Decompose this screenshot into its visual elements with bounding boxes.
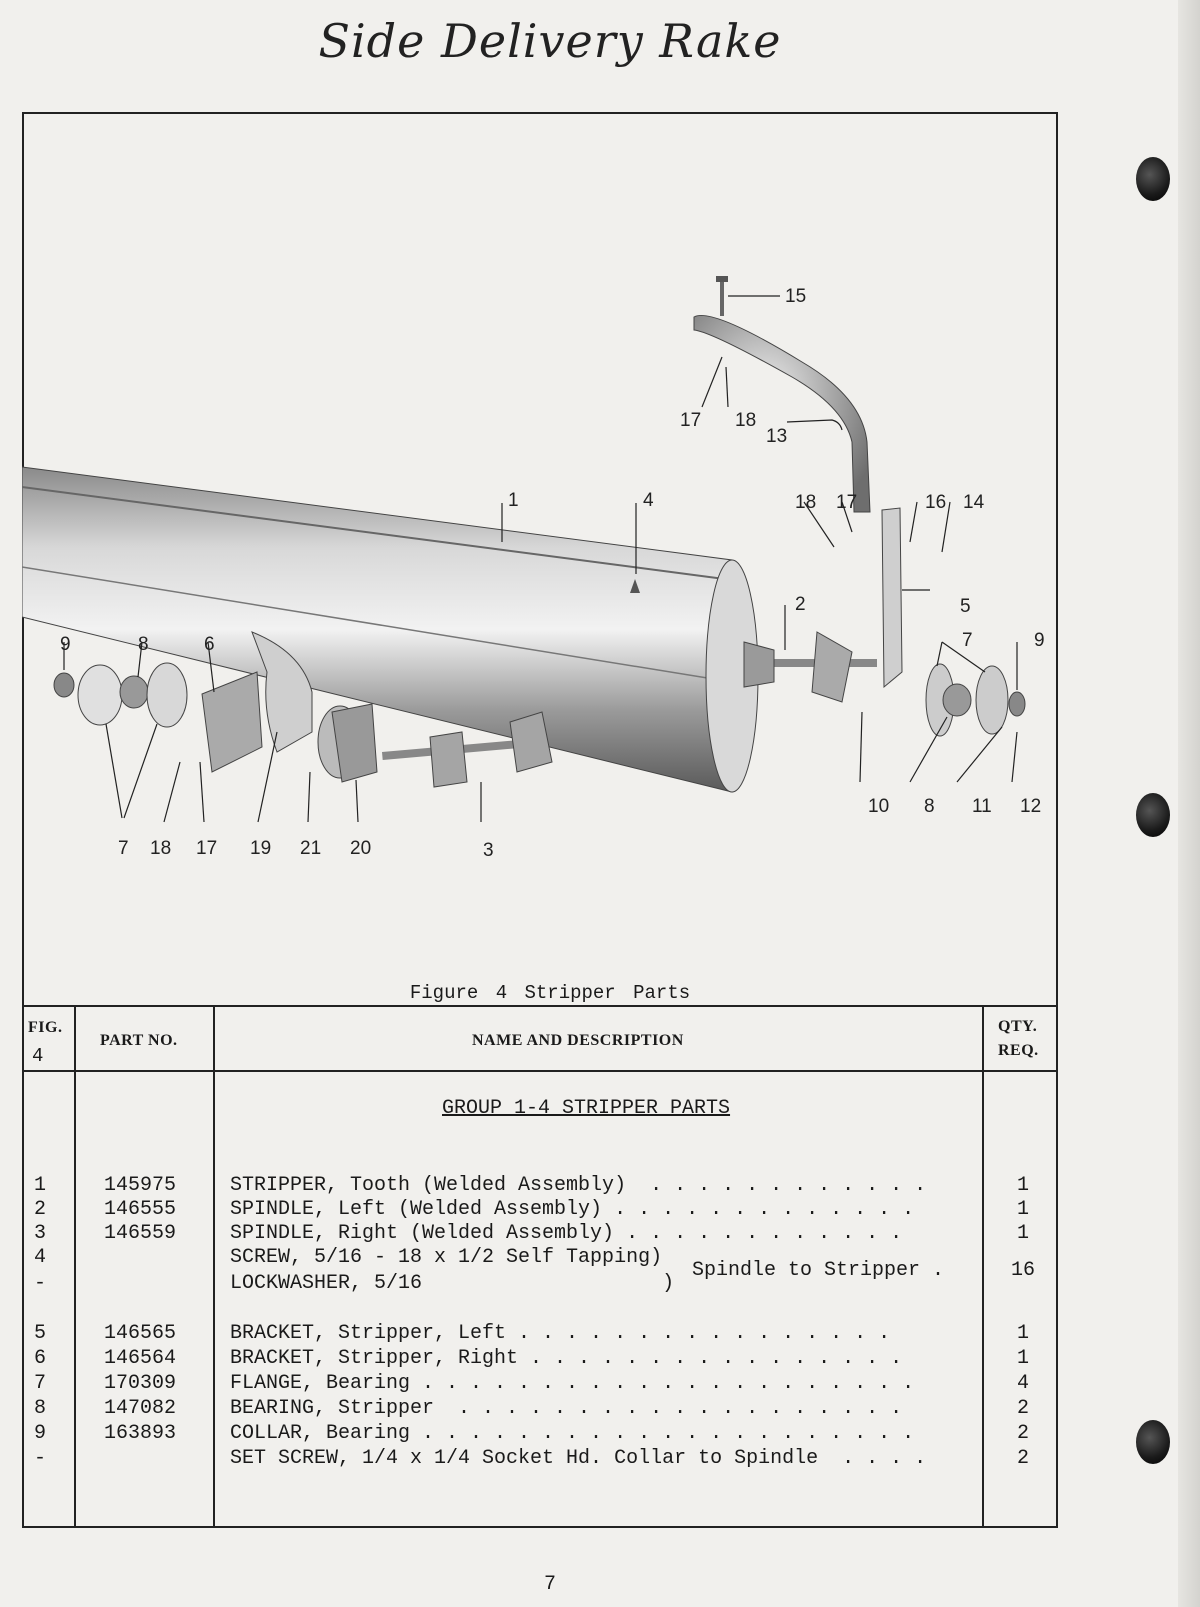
callout-12: 12	[1020, 796, 1042, 817]
row-2-qty: 1	[1016, 1198, 1029, 1221]
header-req: REQ.	[998, 1042, 1039, 1059]
col-divider-3	[982, 1005, 984, 1527]
callout-7b: 7	[118, 838, 129, 859]
row-5-desc: BRACKET, Stripper, Left . . . . . . . . . . . . . . . .	[230, 1322, 891, 1345]
callout-17c: 17	[196, 838, 218, 859]
row-7-fig: 7	[34, 1372, 47, 1395]
shared-qty: 16	[1010, 1259, 1035, 1282]
callout-11: 11	[972, 796, 992, 817]
page-number: 7	[543, 1573, 556, 1596]
callout-19: 19	[250, 838, 272, 859]
callout-18: 18	[735, 410, 757, 431]
row-5-fig: 5	[34, 1322, 47, 1345]
row-2-fig: 2	[34, 1198, 47, 1221]
shared-desc: Spindle to Stripper .	[692, 1259, 945, 1282]
callout-15: 15	[785, 286, 807, 307]
row-3-fig: 3	[34, 1222, 47, 1245]
row-7-desc: FLANGE, Bearing . . . . . . . . . . . . . . . . . . . . .	[230, 1372, 915, 1395]
callout-21: 21	[300, 838, 322, 859]
row-3-part: 146559	[104, 1222, 177, 1245]
stripper-parts-illustration	[22, 112, 1058, 992]
row-4b-fig: -	[34, 1272, 47, 1295]
row-9-qty: 2	[1016, 1422, 1029, 1445]
binder-hole-middle	[1136, 793, 1170, 837]
figure-caption: Figure 4 Stripper Parts	[409, 982, 691, 1004]
callout-3: 3	[483, 840, 494, 861]
callout-5: 5	[960, 596, 971, 617]
header-name-description: NAME AND DESCRIPTION	[472, 1032, 684, 1049]
row-7-qty: 4	[1016, 1372, 1029, 1395]
col-divider-1	[74, 1005, 76, 1527]
binder-hole-top	[1136, 157, 1170, 201]
row-9-desc: COLLAR, Bearing . . . . . . . . . . . . . . . . . . . . .	[230, 1422, 915, 1445]
callout-9b: 9	[1034, 630, 1045, 651]
callout-8b: 8	[924, 796, 935, 817]
row-4b-desc: LOCKWASHER, 5/16 )	[230, 1272, 675, 1295]
callout-4: 4	[643, 490, 654, 511]
header-fig: FIG.	[28, 1019, 63, 1036]
header-part-no: PART NO.	[100, 1032, 178, 1049]
stripper-tooth	[694, 315, 870, 512]
row-8-part: 147082	[104, 1397, 177, 1420]
callout-1: 1	[508, 490, 519, 511]
callout-13: 13	[766, 426, 788, 447]
page-title: Side Delivery Rake	[318, 14, 782, 68]
row-8-desc: BEARING, Stripper . . . . . . . . . . . . . . . . . . .	[230, 1397, 903, 1420]
row-9-part: 163893	[104, 1422, 177, 1445]
bracket-left	[882, 508, 902, 687]
callout-10: 10	[868, 796, 890, 817]
callout-7: 7	[962, 630, 973, 651]
row-2-part: 146555	[104, 1198, 177, 1221]
row-1-fig: 1	[34, 1174, 47, 1197]
callout-9: 9	[60, 634, 71, 655]
binder-hole-bottom	[1136, 1420, 1170, 1464]
callout-8: 8	[138, 634, 149, 655]
group-title: GROUP 1-4 STRIPPER PARTS	[442, 1097, 731, 1120]
row-7-part: 170309	[104, 1372, 177, 1395]
callout-16: 16	[925, 492, 947, 513]
callout-14: 14	[963, 492, 985, 513]
page-edge	[1178, 0, 1200, 1607]
table-top-rule	[22, 1005, 1058, 1007]
row-6-desc: BRACKET, Stripper, Right . . . . . . . . . . . . . . . .	[230, 1347, 903, 1370]
stripper-tube	[22, 467, 732, 792]
row-3-desc: SPINDLE, Right (Welded Assembly) . . . . . . . . . . . .	[230, 1222, 903, 1245]
callout-17b: 17	[836, 492, 858, 513]
row-10-qty: 2	[1016, 1447, 1029, 1470]
row-6-fig: 6	[34, 1347, 47, 1370]
row-8-qty: 2	[1016, 1397, 1029, 1420]
row-1-qty: 1	[1016, 1174, 1029, 1197]
callout-18c: 18	[150, 838, 172, 859]
row-8-fig: 8	[34, 1397, 47, 1420]
row-5-part: 146565	[104, 1322, 177, 1345]
header-qty: QTY.	[998, 1018, 1038, 1035]
table-header-rule	[22, 1070, 1058, 1072]
row-5-qty: 1	[1016, 1322, 1029, 1345]
row-10-fig: -	[34, 1447, 47, 1470]
callout-20: 20	[350, 838, 372, 859]
row-9-fig: 9	[34, 1422, 47, 1445]
row-3-qty: 1	[1016, 1222, 1029, 1245]
row-10-desc: SET SCREW, 1/4 x 1/4 Socket Hd. Collar to Spindle . . . .	[230, 1447, 927, 1470]
row-6-part: 146564	[104, 1347, 177, 1370]
callout-18b: 18	[795, 492, 817, 513]
callout-2: 2	[795, 594, 806, 615]
row-4-fig: 4	[34, 1246, 47, 1269]
row-2-desc: SPINDLE, Left (Welded Assembly) . . . . . . . . . . . . .	[230, 1198, 915, 1221]
bracket-right	[202, 672, 262, 772]
col-divider-2	[213, 1005, 215, 1527]
header-fig-number: 4	[32, 1045, 44, 1067]
row-6-qty: 1	[1016, 1347, 1029, 1370]
row-1-desc: STRIPPER, Tooth (Welded Assembly) . . . . . . . . . . . .	[230, 1174, 927, 1197]
callout-17: 17	[680, 410, 702, 431]
row-1-part: 145975	[104, 1174, 177, 1197]
callout-6: 6	[204, 634, 215, 655]
row-4-desc: SCREW, 5/16 - 18 x 1/2 Self Tapping)	[230, 1246, 663, 1269]
